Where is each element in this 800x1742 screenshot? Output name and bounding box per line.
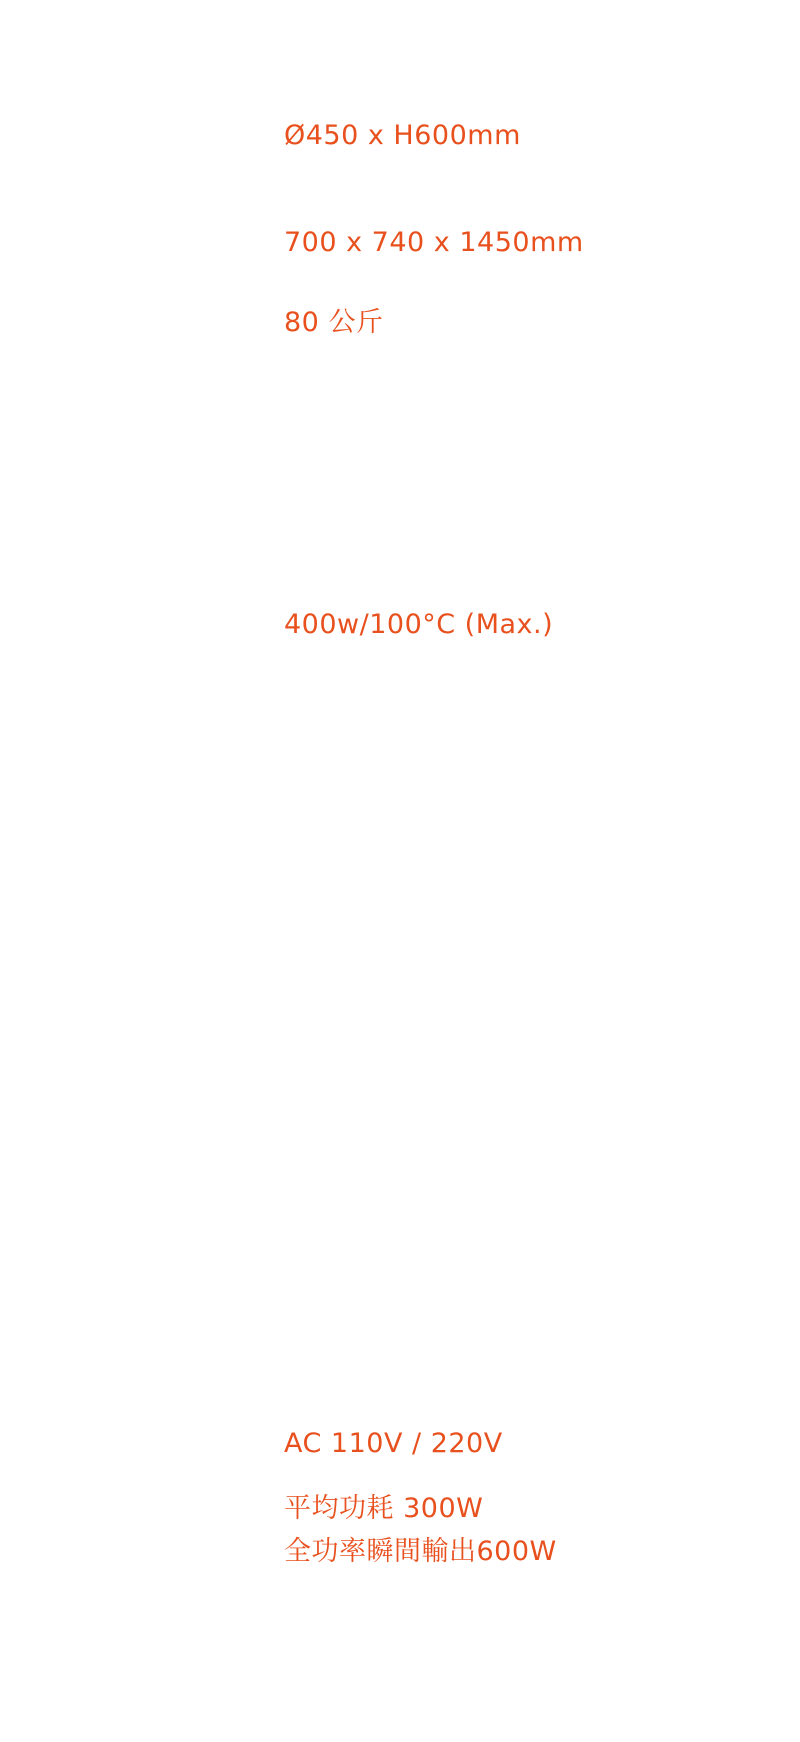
spec-power-peak-value: 全功率瞬間輸出600W (284, 1536, 557, 1567)
spec-dimensions-value: 700 x 740 x 1450mm (284, 227, 584, 258)
spec-diameter-value: Ø450 x H600mm (284, 120, 521, 151)
spec-voltage-value: AC 110V / 220V (284, 1428, 503, 1459)
spec-weight-value: 80 公斤 (284, 307, 384, 338)
spec-power-average-value: 平均功耗 300W (284, 1493, 484, 1524)
spec-heater-value: 400w/100°C (Max.) (284, 609, 554, 640)
